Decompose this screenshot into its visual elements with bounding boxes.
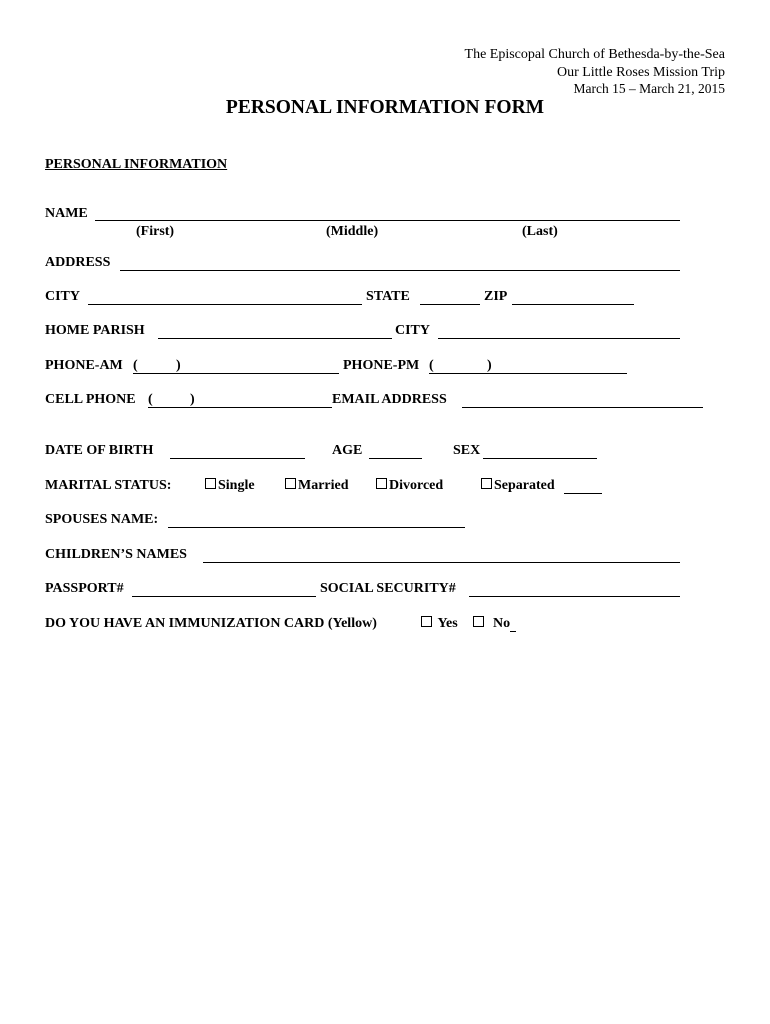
sex-label: SEX: [453, 443, 481, 458]
marital-option-married[interactable]: Married: [285, 478, 349, 494]
marital-option-divorced[interactable]: Divorced: [376, 478, 443, 494]
checkbox-icon[interactable]: [285, 478, 296, 489]
parish-city-label: CITY: [395, 323, 431, 338]
zip-field[interactable]: [512, 304, 634, 305]
checkbox-icon[interactable]: [205, 478, 216, 489]
name-first-caption: (First): [136, 224, 175, 239]
address-label: ADDRESS: [45, 255, 111, 270]
immunization-option-no[interactable]: No: [473, 616, 510, 632]
zip-label: ZIP: [484, 289, 508, 304]
checkbox-icon[interactable]: [376, 478, 387, 489]
marital-other-field[interactable]: [564, 493, 602, 494]
spouses-name-field[interactable]: [168, 527, 465, 528]
dob-field[interactable]: [170, 458, 305, 459]
phone-pm-paren-close: ): [487, 358, 492, 373]
phone-am-paren-open: (: [133, 358, 138, 373]
immunization-option-yes[interactable]: Yes: [421, 616, 458, 632]
email-field[interactable]: [462, 407, 703, 408]
parish-city-field[interactable]: [438, 338, 680, 339]
cell-phone-field[interactable]: [148, 407, 332, 408]
childrens-names-label: CHILDREN’S NAMES: [45, 547, 187, 562]
cell-phone-label: CELL PHONE: [45, 392, 136, 407]
home-parish-label: HOME PARISH: [45, 323, 145, 338]
form-title: PERSONAL INFORMATION FORM: [225, 97, 545, 118]
city-field[interactable]: [88, 304, 362, 305]
name-last-caption: (Last): [522, 224, 558, 239]
marital-option-separated[interactable]: Separated: [481, 478, 555, 494]
section-title: PERSONAL INFORMATION: [45, 157, 228, 172]
state-field[interactable]: [420, 304, 480, 305]
immunization-no-underline: [510, 631, 516, 632]
name-label: NAME: [45, 206, 88, 221]
age-label: AGE: [332, 443, 363, 458]
address-field[interactable]: [120, 270, 680, 271]
marital-option-single[interactable]: Single: [205, 478, 255, 494]
phone-pm-field[interactable]: [429, 373, 627, 374]
church-name: The Episcopal Church of Bethesda-by-the-Sea: [464, 47, 725, 62]
dob-label: DATE OF BIRTH: [45, 443, 154, 458]
ssn-field[interactable]: [469, 596, 680, 597]
spouses-name-label: SPOUSES NAME:: [45, 512, 159, 527]
marital-status-label: MARITAL STATUS:: [45, 478, 172, 493]
phone-pm-paren-open: (: [429, 358, 434, 373]
checkbox-icon[interactable]: [421, 616, 432, 627]
immunization-label: DO YOU HAVE AN IMMUNIZATION CARD (Yellow): [45, 616, 377, 631]
name-middle-caption: (Middle): [326, 224, 379, 239]
checkbox-icon[interactable]: [473, 616, 484, 627]
passport-label: PASSPORT#: [45, 581, 124, 596]
state-label: STATE: [366, 289, 410, 304]
childrens-names-field[interactable]: [203, 562, 680, 563]
name-field[interactable]: [95, 220, 680, 221]
phone-am-paren-close: ): [176, 358, 181, 373]
phone-pm-label: PHONE-PM: [343, 358, 420, 373]
checkbox-icon[interactable]: [481, 478, 492, 489]
cell-paren-open: (: [148, 392, 153, 407]
email-label: EMAIL ADDRESS: [332, 392, 447, 407]
age-field[interactable]: [369, 458, 422, 459]
phone-am-field[interactable]: [133, 373, 339, 374]
cell-paren-close: ): [190, 392, 195, 407]
phone-am-label: PHONE-AM: [45, 358, 123, 373]
city-label: CITY: [45, 289, 81, 304]
home-parish-field[interactable]: [158, 338, 392, 339]
sex-field[interactable]: [483, 458, 597, 459]
trip-dates: March 15 – March 21, 2015: [573, 81, 725, 96]
trip-name: Our Little Roses Mission Trip: [556, 65, 725, 80]
ssn-label: SOCIAL SECURITY#: [320, 581, 456, 596]
passport-field[interactable]: [132, 596, 316, 597]
